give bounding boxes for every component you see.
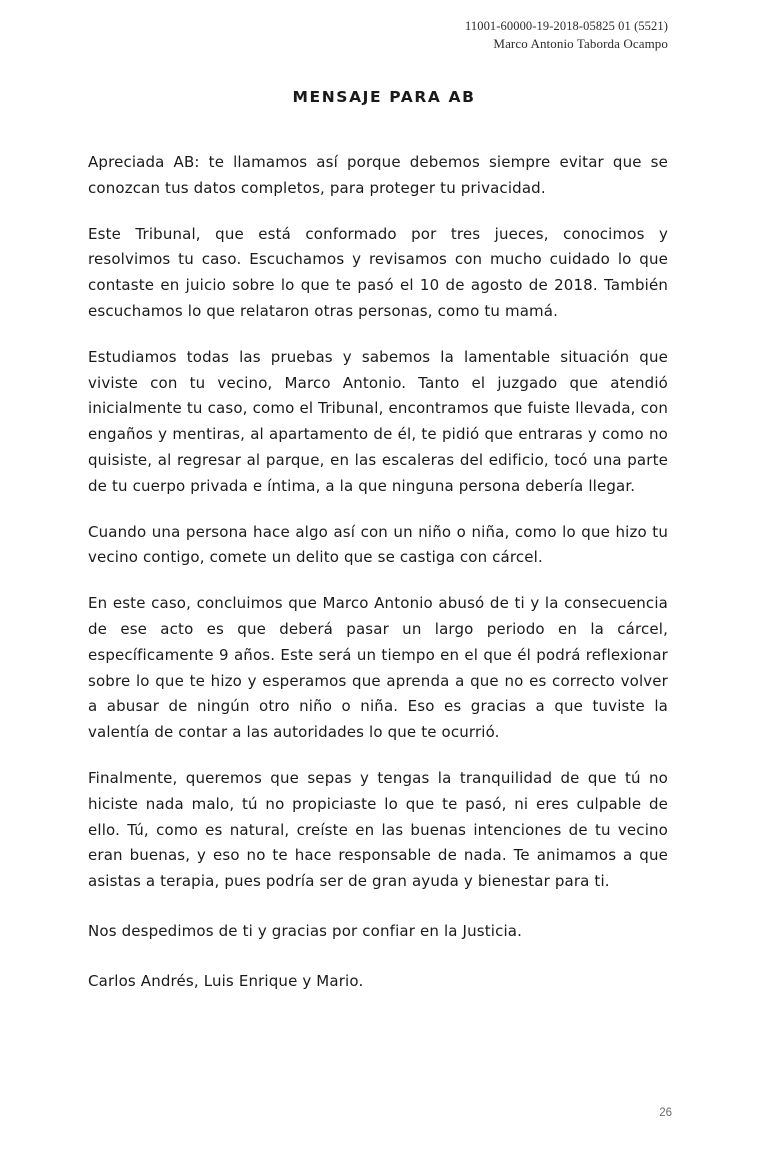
paragraph: En este caso, concluimos que Marco Antonio abusó de ti y la consecuencia de ese acto es que deberá pasar un largo periodo en la cárcel, específicamente 9 años. Este será un tiempo en el que él podrá reflexionar sobre lo que te hizo y esperamos que aprenda a que no es correcto volver a abusar de ningún otro niño o niña. Eso es gracias a que tuviste la valentía de contar a las autoridades lo que te ocurrió. <box>88 594 668 742</box>
signature-line: Carlos Andrés, Luis Enrique y Mario. <box>88 971 364 990</box>
document-header <box>465 18 668 52</box>
paragraph: Apreciada AB: te llamamos así porque debemos siempre evitar que se conozcan tus datos completos, para proteger tu privacidad. <box>88 153 668 197</box>
page-number: 26 <box>659 1107 672 1119</box>
case-number: 11001-60000-19-2018-05825 01 (5521) <box>464 19 668 33</box>
paragraph: Este Tribunal, que está conformado por tres jueces, conocimos y resolvimos tu caso. Escuchamos y revisamos con mucho cuidado lo que contaste en juicio sobre lo que te pasó el 10 de agosto de 2018. También escuchamos lo que relataron otras personas, como tu mamá. <box>88 224 668 320</box>
defendant-name: Marco Antonio Taborda Ocampo <box>493 35 668 51</box>
paragraph: Finalmente, queremos que sepas y tengas la tranquilidad de que tú no hiciste nada malo, tú no propiciaste lo que te pasó, ni eres culpable de ello. Tú, como es natural, creíste en las buenas intenciones de tu vecino eran buenas, y eso no te hace responsable de nada. Te animamos a que asistas a terapia, pues podría ser de gran ayuda y bienestar para ti. <box>88 768 668 891</box>
page-title: MENSAJE PARA AB <box>292 88 476 106</box>
paragraph: Nos despedimos de ti y gracias por confiar en la Justicia. <box>88 921 523 940</box>
paragraph: Cuando una persona hace algo así con un niño o niña, como lo que hizo tu vecino contigo, comete un delito que se castiga con cárcel. <box>88 522 668 567</box>
paragraph: Estudiamos todas las pruebas y sabemos la lamentable situación que viviste con tu vecino, Marco Antonio. Tanto el juzgado que atendió inicialmente tu caso, como el Tribunal, encontramos que fuiste llevada, con engaños y mentiras, al apartamento de él, te pidió que entraras y como no quisiste, al regresar al parque, en las escaleras del edificio, tocó una parte de tu cuerpo privada e íntima, a la que ninguna persona debería llegar. <box>88 347 668 495</box>
document-body <box>88 150 668 995</box>
